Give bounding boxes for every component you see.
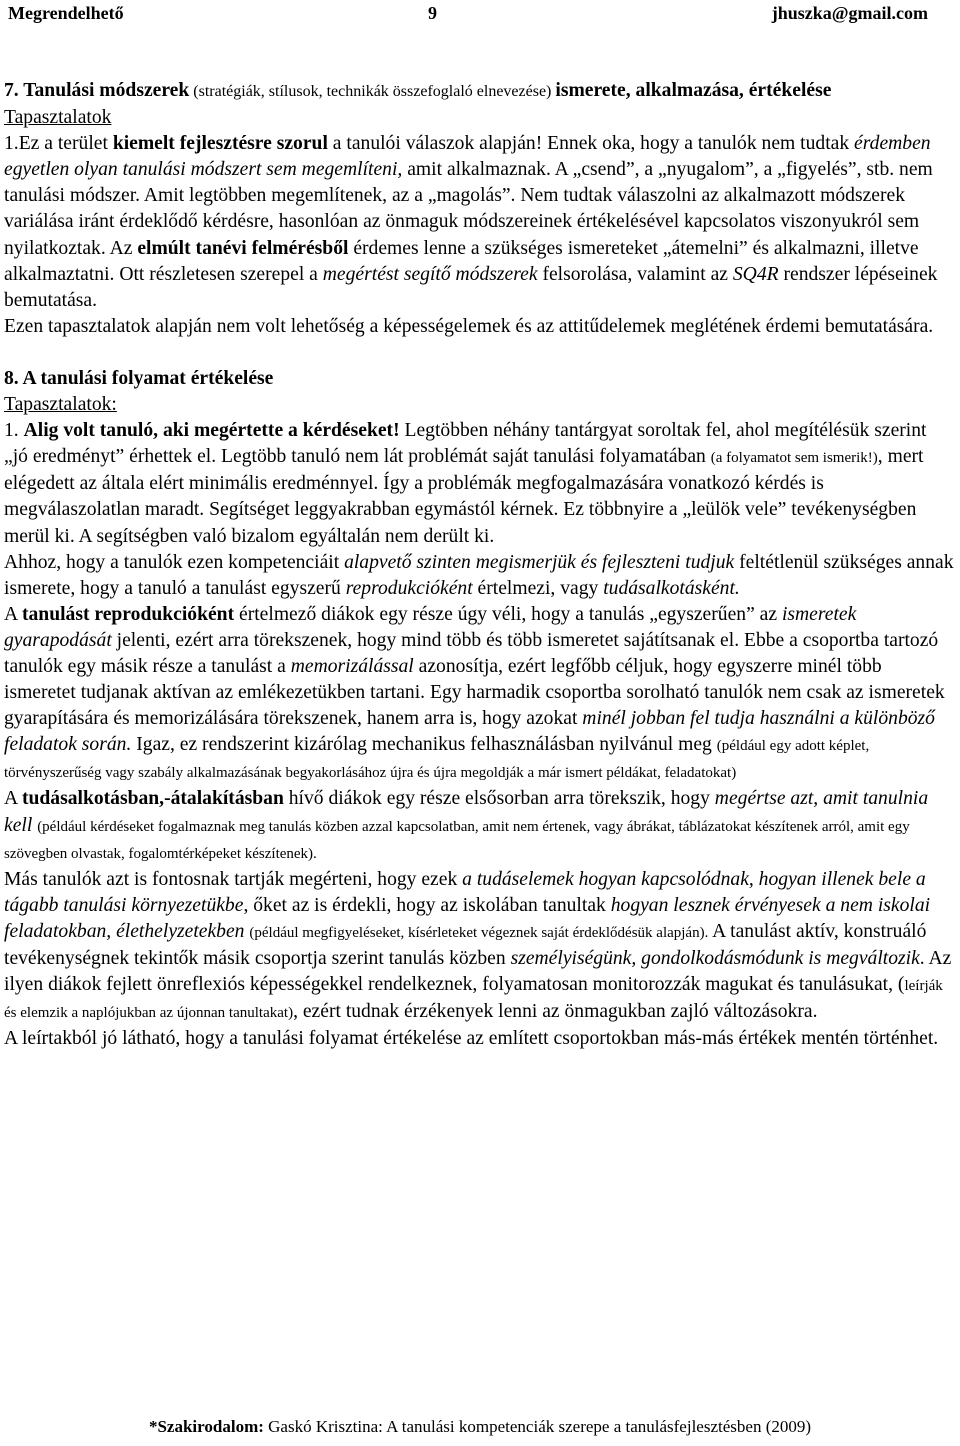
text-run: ismeretek gyarapodását xyxy=(4,603,857,651)
text-run: reprodukcióként xyxy=(345,577,473,599)
text-run: hogyan lesznek érvényesek a nem iskolai feladatokban, élethelyzetekben xyxy=(4,894,931,942)
text-run: a tanulói válaszok alapján! Ennek oka, hogy a tanulók nem tudtak xyxy=(327,133,855,155)
text-run: felsorolása, valamint az xyxy=(537,263,733,285)
section-8-paragraph-3 xyxy=(4,602,954,787)
text-run: memorizálással xyxy=(290,655,414,677)
text-run: Igaz, ez rendszerint kizárólag mechanikus felhasználásban nyilvánul meg xyxy=(131,734,717,756)
text-run: tanulást reprodukcióként xyxy=(21,603,235,625)
text-run: megértse azt, amit tanulnia kell xyxy=(4,788,929,836)
text-run: (például kérdéseket fogalmaznak meg tanulás közben azzal kapcsolatban, amit nem értenek, vagy ábrákat, táblázatokat készítenek arról, amit egy szövegben olvastak, fogalomtérképeket készítenek). xyxy=(4,818,910,862)
text-run: , mert elégedett az általa elért minimális eredménnyel. Így a problémák megfogalmazására vonatkozó kérdés is megválaszolatlan maradt. Segítséget leggyakrabban egymástól kérnek. Ez többnyire a „leülök vele” tevékenységben merül ki. A segítségben való bizalom egyáltalán nem derült ki. xyxy=(4,446,924,547)
section-8-paragraph-4 xyxy=(4,786,954,866)
section-7-title-parenthetical: (stratégiák, stílusok, technikák összefoglaló elnevezése) xyxy=(189,83,556,100)
text-run: azonosítja, ezért legfőbb céljuk, hogy egyszerre minél több ismeretet tudjanak aktívan az emlékezetükben tartani. Egy harmadik csoportba sorolható tanulók nem csak az ismeretek gyarapítására és memorizálására törekszenek, hanem arra is, hogy azokat xyxy=(4,655,945,730)
section-7-title-bold: 7. Tanulási módszerek xyxy=(4,80,190,101)
section-7-paragraph-2: Ezen tapasztalatok alapján nem volt lehetőség a képességelemek és az attitűdelemek meglétének érdemi bemutatására. xyxy=(4,315,934,337)
text-run: . Az ilyen diákok fejlett önreflexiós képességekkel rendelkeznek, folyamatosan monitorozzák magukat és tanulásukat, ( xyxy=(4,948,952,996)
text-run: A tanulást aktív, konstruáló tevékenységnek tekintők másik csoportja szerint tanulás közben xyxy=(4,920,927,969)
text-run: , ezért tudnak érzékenyek lenni az önmagukban zajló változásokra. xyxy=(293,1001,818,1023)
footer-label: *Szakirodalom: xyxy=(148,1417,264,1436)
text-run: (például megfigyeléseket, kísérleteket végeznek saját érdeklődésük alapján). xyxy=(249,924,709,941)
text-run: értelmező diákok egy része úgy véli, hogy a tanulás „egyszerűen” az xyxy=(234,603,782,625)
header-email: jhuszka@gmail.com xyxy=(771,3,928,23)
text-run: feltétlenül szükséges annak ismerete, hogy a tanuló a tanulást egyszerű xyxy=(4,551,954,599)
footer-reference xyxy=(0,1416,960,1438)
text-run: (a folyamatot sem ismerik!) xyxy=(710,450,878,467)
text-run: alapvető szinten megismerjük és fejleszteni tudjuk xyxy=(344,551,735,573)
text-run: érdemes lenne a szükséges ismereteket „átemelni” és alkalmazni, illetve alkalmaztatni. Ott részletesen szerepel a xyxy=(4,237,919,285)
section-8-paragraph-6: A leírtakból jó látható, hogy a tanulási folyamat értékelése az említett csoportokban más-más értékek mentén történhet. xyxy=(4,1028,939,1050)
text-run: Legtöbben néhány tantárgyat soroltak fel, ahol megítélésük szerint „jó eredményt” érhettek el. Legtöbb tanuló nem lát problémát saját tanulási folyamatában xyxy=(4,420,927,468)
text-run: amit alkalmaznak. A „csend”, a „nyugalom”, a „figyelés”, stb. nem tanulási módszer. Amit legtöbben megemlítenek, az a „magolás”. Nem tudtak válaszolni az alkalmazott módszerek variálása iránt érdeklődő kérdésre, hasonlóan az önmaguk módszereinek értékelésével kapcsolatos viszonyukról sem nyilatkoztak. Az xyxy=(4,159,933,259)
text-run: A xyxy=(4,603,22,625)
text-run: hívő diákok egy része elsősorban arra törekszik, hogy xyxy=(283,788,715,810)
section-8-title: 8. A tanulási folyamat értékelése xyxy=(4,367,274,389)
section-8-paragraph-1 xyxy=(4,418,954,549)
page-number: 9 xyxy=(428,3,437,23)
text-run: Ahhoz, hogy a tanulók ezen kompetenciáit xyxy=(4,551,345,573)
section-7-title-bold-2: ismerete, alkalmazása, értékelése xyxy=(555,80,832,101)
section-8-paragraph-2 xyxy=(4,550,954,602)
footer-text: Gaskó Krisztina: A tanulási kompetenciák szerepe a tanulásfejlesztésben (2009) xyxy=(263,1417,812,1436)
section-8-paragraph-5 xyxy=(4,867,954,1027)
text-run: (például egy adott képlet, törvényszerűség vagy szabály alkalmazásának begyakorlásához újra és újra megoldják a már ismert példákat, feladatokat) xyxy=(4,738,870,782)
spacer xyxy=(4,340,954,366)
text-run: értelmezi, vagy xyxy=(472,577,604,599)
text-run: a tudáselemek hogyan kapcsolódnak, hogyan illenek bele a tágabb tanulási környezetükbe xyxy=(4,868,926,916)
section-7-label: Tapasztalatok xyxy=(4,107,112,129)
text-run: 1. xyxy=(4,420,24,442)
text-run: A xyxy=(4,788,22,810)
text-run: rendszer lépéseinek bemutatása. xyxy=(4,263,938,311)
text-run: megértést segítő módszerek xyxy=(322,263,538,285)
text-run: leírják és elemzik a naplójukban az újonnan tanultakat) xyxy=(4,978,943,1022)
header-left-text: Megrendelhető xyxy=(8,3,124,23)
text-run: SQ4R xyxy=(732,263,779,285)
text-run: tudásalkotásként. xyxy=(603,577,740,599)
section-7-paragraph-1 xyxy=(4,131,954,314)
section-8-label: Tapasztalatok: xyxy=(4,394,117,416)
text-run: elmúlt tanévi felmérésből xyxy=(137,237,349,259)
text-run: érdemben egyetlen olyan tanulási módszert sem megemlíteni, xyxy=(4,133,931,181)
text-run: tudásalkotásban,-átalakításban xyxy=(21,788,284,810)
document-body xyxy=(4,78,954,1052)
section-7-title xyxy=(4,78,954,105)
text-run: minél jobban fel tudja használni a különböző feladatok során. xyxy=(4,708,935,756)
text-run: Más tanulók azt is fontosnak tartják megérteni, hogy ezek xyxy=(4,868,463,890)
text-run: 1.Ez a terület xyxy=(4,133,113,155)
text-run: , őket az is érdekli, hogy az iskolában tanultak xyxy=(243,894,611,916)
text-run: jelenti, ezért arra törekszenek, hogy mind több és több ismeretet sajátítsanak el. Ebbe a csoportba tartozó tanulók egy másik része a tanulást a xyxy=(4,629,939,677)
text-run: Alig volt tanuló, aki megértette a kérdéseket! xyxy=(23,420,400,442)
text-run: kiemelt fejlesztésre szorul xyxy=(112,133,328,155)
text-run: személyiségünk, gondolkodásmódunk is megváltozik xyxy=(510,948,920,969)
page-header xyxy=(0,0,960,30)
